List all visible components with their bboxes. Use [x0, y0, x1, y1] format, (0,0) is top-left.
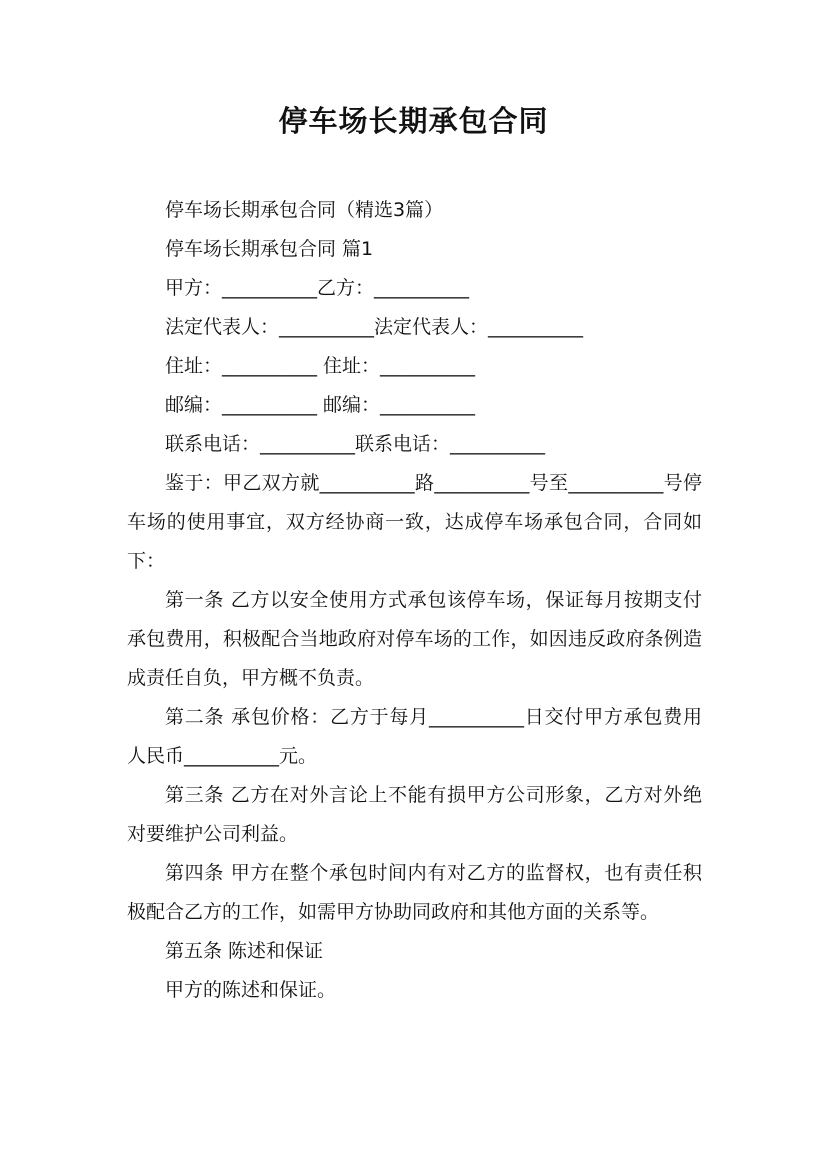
- paragraph-part-heading: 停车场长期承包合同 篇1: [165, 238, 374, 260]
- paragraph-parties: 甲方：__________乙方：__________: [165, 277, 470, 299]
- paragraph-phones: 联系电话：__________联系电话：__________: [165, 433, 546, 455]
- paragraph-selection-heading: 停车场长期承包合同（精选3篇）: [165, 199, 444, 221]
- paragraph-legal-representatives: 法定代表人：__________法定代表人：__________: [165, 316, 584, 338]
- paragraph-postcodes: 邮编：__________ 邮编：__________: [165, 394, 476, 416]
- paragraph-article-4: 第四条 甲方在整个承包时间内有对乙方的监督权，也有责任积极配合乙方的工作，如需甲方协助同政府和其他方面的关系等。: [127, 862, 702, 923]
- paragraph-whereas: 鉴于：甲乙双方就__________路__________号至__________号停车场的使用事宜，双方经协商一致，达成停车场承包合同，合同如下：: [127, 472, 702, 572]
- paragraph-article-2: 第二条 承包价格：乙方于每月__________日交付甲方承包费用人民币__________元。: [127, 706, 702, 767]
- paragraph-article-5: 第五条 陈述和保证: [165, 940, 324, 962]
- document-body: [127, 191, 702, 1010]
- paragraph-article-3: 第三条 乙方在对外言论上不能有损甲方公司形象，乙方对外绝对要维护公司利益。: [127, 784, 702, 845]
- document-title: 停车场长期承包合同: [278, 104, 549, 138]
- paragraph-party-a-representations: 甲方的陈述和保证。: [165, 979, 337, 1001]
- paragraph-article-1: 第一条 乙方以安全使用方式承包该停车场，保证每月按期支付承包费用，积极配合当地政府对停车场的工作，如因违反政府条例造成责任自负，甲方概不负责。: [127, 589, 702, 689]
- paragraph-addresses: 住址：__________ 住址：__________: [165, 355, 476, 377]
